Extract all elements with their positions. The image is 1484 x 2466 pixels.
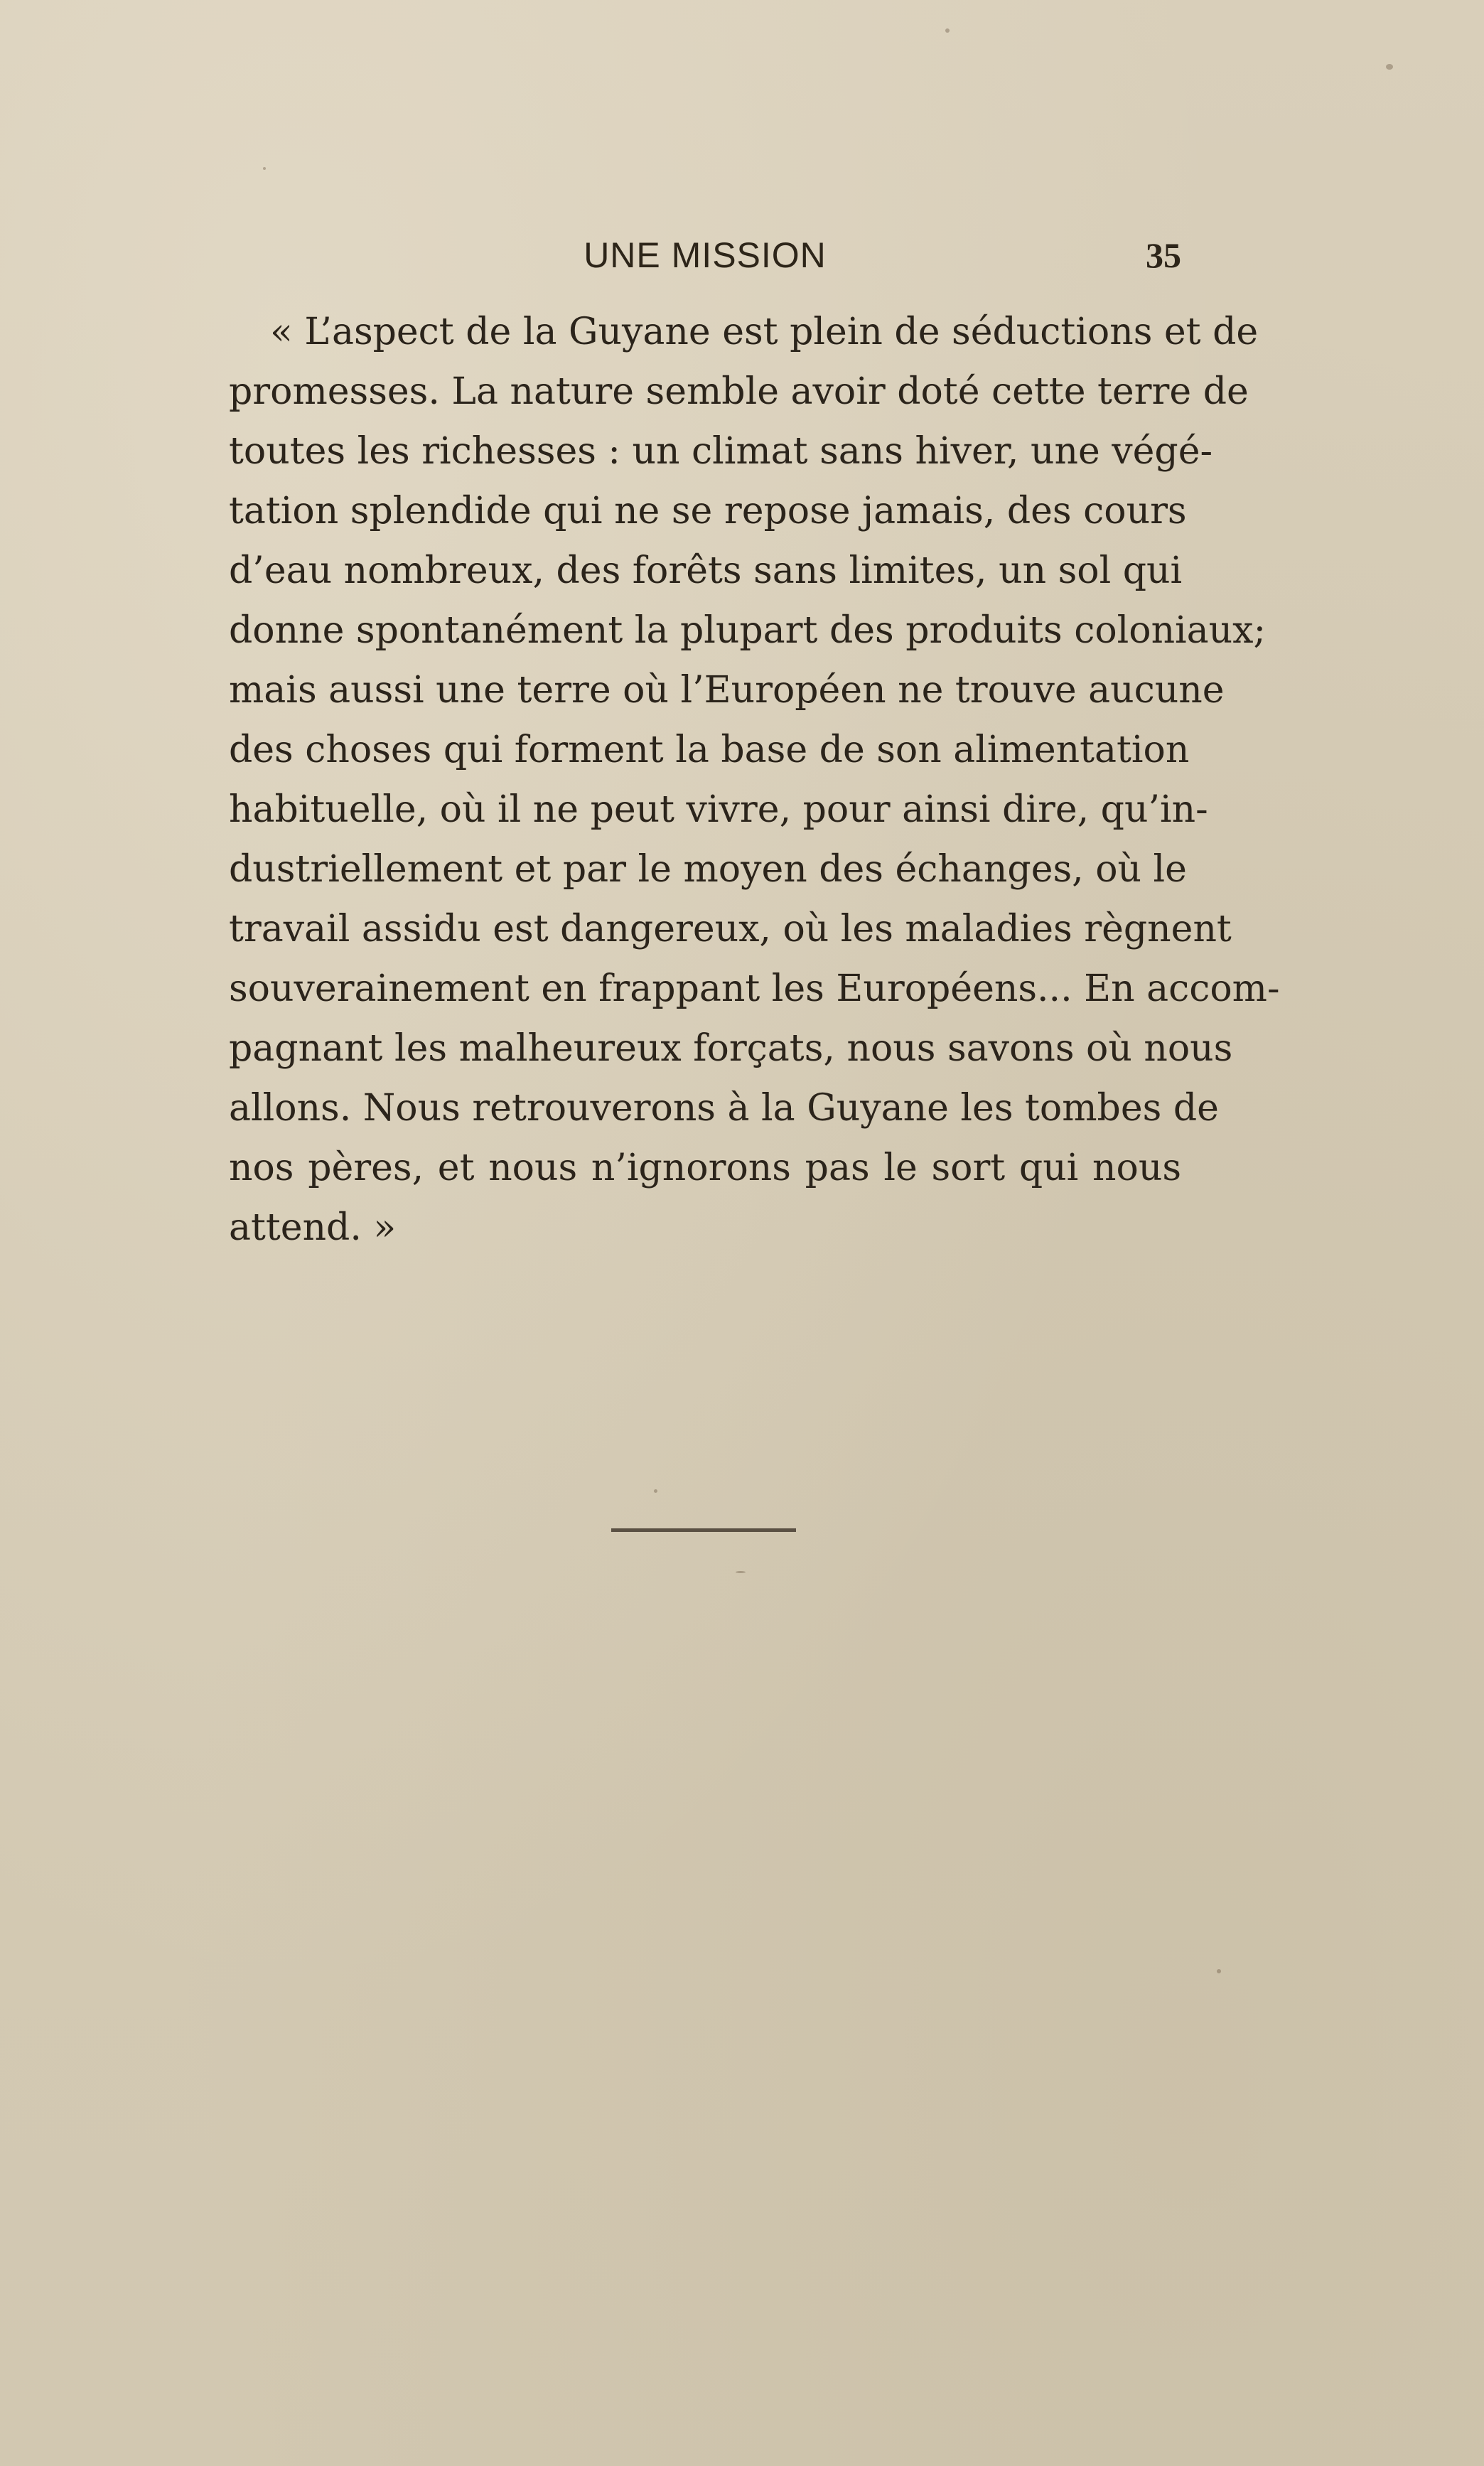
end-rule — [611, 1528, 796, 1532]
text-line: travail assidu est dangereux, où les maladies règnent — [229, 908, 1232, 950]
running-title: UNE MISSION — [584, 235, 827, 275]
text-line: d’eau nombreux, des forêts sans limites, un sol qui — [229, 550, 1183, 592]
paper-speck — [1217, 1969, 1221, 1973]
text-line: des choses qui forment la base de son alimentation — [229, 729, 1190, 771]
paper-speck — [263, 167, 266, 170]
text-line: donne spontanément la plupart des produits coloniaux; — [229, 609, 1267, 652]
text-line: allons. Nous retrouverons à la Guyane les tombes de — [229, 1087, 1219, 1130]
text-line: nos pères, et nous n’ignorons pas le sort qui nous — [229, 1147, 1181, 1189]
text-line: promesses. La nature semble avoir doté cette terre de — [229, 370, 1249, 413]
text-line: dustriellement et par le moyen des échanges, où le — [229, 848, 1187, 891]
paper-speck — [736, 1571, 746, 1573]
paper-speck — [945, 28, 950, 33]
paper-speck — [1386, 64, 1393, 70]
text-line: toutes les richesses : un climat sans hiver, une végé- — [229, 430, 1213, 473]
body-text — [229, 302, 1280, 1258]
text-line: habituelle, où il ne peut vivre, pour ainsi dire, qu’in- — [229, 788, 1208, 831]
text-line: mais aussi une terre où l’Européen ne trouve aucune — [229, 669, 1225, 712]
text-line: tation splendide qui ne se repose jamais, des cours — [229, 490, 1187, 532]
paper-speck — [654, 1489, 657, 1493]
text-line: « L’aspect de la Guyane est plein de séductions et de — [270, 311, 1259, 353]
text-line: attend. » — [229, 1206, 397, 1249]
text-line: souverainement en frappant les Européens... En accom- — [229, 967, 1280, 1010]
running-head — [229, 229, 1181, 286]
text-line: pagnant les malheureux forçats, nous savons où nous — [229, 1027, 1233, 1070]
page-number: 35 — [1146, 235, 1181, 275]
